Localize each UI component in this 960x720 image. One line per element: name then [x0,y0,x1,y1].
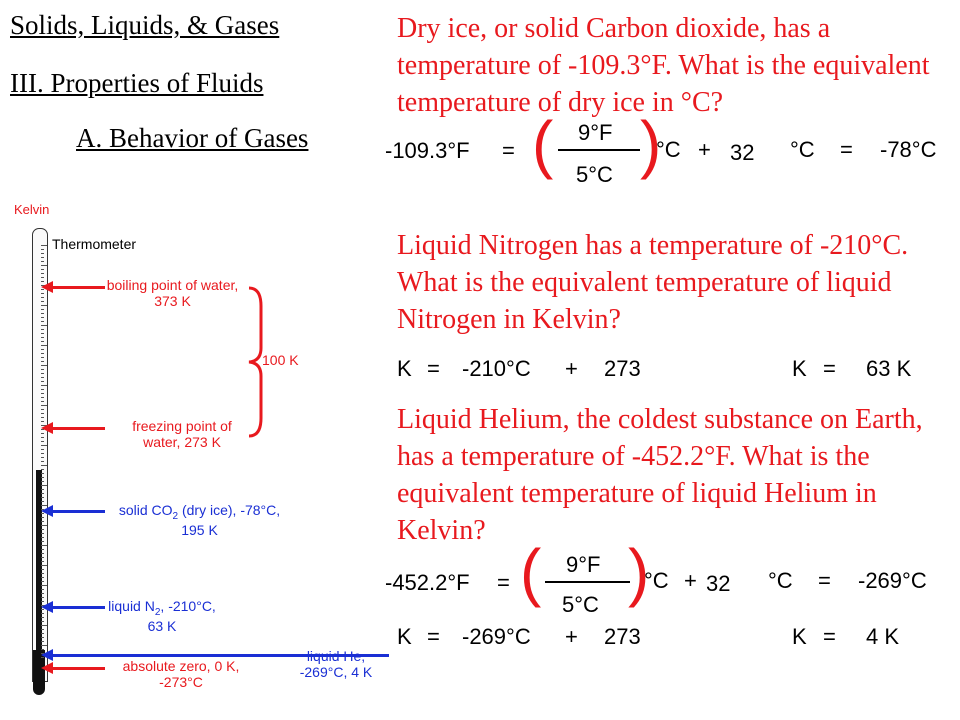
unit-heading: III. Properties of Fluids [10,68,264,98]
scale-tick [41,305,47,306]
scale-tick [41,321,44,322]
scale-tick [41,533,44,534]
scale-tick [41,377,44,378]
scale-tick [41,621,44,622]
scale-tick [41,589,44,590]
scale-tick [41,457,44,458]
scale-tick [41,417,44,418]
scale-tick [41,633,44,634]
scale-tick [41,521,44,522]
p2-value: -210°C [462,356,531,381]
p3-fraction-bar [545,581,630,583]
p1-numerator: 9°F [578,120,613,145]
range-label: 100 K [262,352,299,368]
n2-text: liquid N [108,598,155,614]
scale-tick [41,453,44,454]
p2-add: 273 [604,356,641,381]
scale-tick [41,385,47,386]
freezing-label: freezing point of water, 273 K [132,418,232,450]
scale-tick [41,525,47,526]
p1-denominator: 5°C [576,162,613,187]
p1-unit-c: °C [656,137,681,162]
p2-equals: = [427,356,440,381]
scale-tick [41,405,47,406]
p3-result2: 4 K [866,624,900,649]
scale-tick [41,413,44,414]
p3-plus2: + [565,624,578,649]
scale-tick [41,577,44,578]
freezing-arrow [51,427,105,430]
scale-tick [41,445,47,446]
scale-tick [41,541,44,542]
scale-tick [41,317,44,318]
problem2-text: Liquid Nitrogen has a temperature of -210°C. What is the equivalent temperature of liquid Nitrogen in Kelvin? [397,230,909,335]
p3-plus: + [684,568,697,593]
problem1-text: Dry ice, or solid Carbon dioxide, has a temperature of -109.3°F. What is the equivalent temperature of dry ice in °C? [397,13,930,118]
scale-tick [41,593,44,594]
p3-left-paren: ( [520,536,542,608]
scale-tick [41,645,47,646]
scale-tick [41,617,44,618]
scale-tick [41,597,44,598]
boiling-label: boiling point of water, 373 K [106,277,239,309]
scale-tick [41,625,47,626]
scale-tick [41,277,44,278]
p1-equals: = [502,138,515,163]
p3-value: -269°C [462,624,531,649]
slide-title: Solids, Liquids, & Gases [10,10,280,40]
p1-result: -78°C [880,137,937,162]
p2-equals2: = [823,356,836,381]
p1-left-paren: ( [532,108,554,180]
scale-tick [41,409,44,410]
scale-tick [41,269,44,270]
scale-tick [41,301,44,302]
p1-add: 32 [730,140,755,165]
scale-tick [41,565,47,566]
p2-result: 63 K [866,356,912,381]
scale-tick [41,265,47,266]
scale-tick [41,325,47,326]
kelvin-label: Kelvin [14,202,50,217]
co2-text: solid CO [118,502,173,518]
scale-tick [41,329,44,330]
scale-tick [41,293,44,294]
scale-tick [41,585,47,586]
scale-tick [41,261,44,262]
scale-tick [41,361,44,362]
scale-tick [41,249,44,250]
p3-result-unit: °C [768,568,793,593]
co2-arrow [51,510,105,513]
scale-tick [41,369,44,370]
p1-lhs: -109.3°F [385,138,470,163]
p3-equals4: = [823,624,836,649]
n2-arrow [51,606,105,609]
n2-text-rest: , -210°C, 63 K [147,598,216,634]
p3-denominator: 5°C [562,592,599,617]
p3-equals3: = [427,624,440,649]
scale-tick [41,537,44,538]
scale-tick [41,245,47,246]
p1-right-paren: ) [640,108,662,180]
p3-add2: 273 [604,624,641,649]
scale-tick [41,365,47,366]
p1-equals2: = [840,137,853,162]
scale-tick [41,489,44,490]
scale-tick [41,469,44,470]
scale-tick [41,493,44,494]
section-heading: A. Behavior of Gases [76,123,309,153]
he-label: liquid He, -269°C, 4 K [299,648,373,680]
scale-tick [41,309,44,310]
p3-unit-c: °C [644,568,669,593]
p2-k: K [397,356,412,381]
scale-tick [41,273,44,274]
p3-k: K [397,624,412,649]
scale-tick [41,449,44,450]
scale-tick [41,641,44,642]
p1-fraction-bar [558,149,640,151]
p3-equals: = [497,570,510,595]
scale-tick [41,473,44,474]
scale-tick [41,465,47,466]
scale-tick [41,441,44,442]
scale-tick [41,529,44,530]
scale-tick [41,613,44,614]
scale-tick [41,333,44,334]
scale-tick [41,345,47,346]
co2-label [112,502,287,538]
scale-tick [41,501,44,502]
co2-text-rest: (dry ice), -78°C, 195 K [178,502,281,538]
p1-plus: + [698,137,711,162]
scale-tick [41,545,47,546]
problem3-text: Liquid Helium, the coldest substance on Earth, has a temperature of -452.2°F. What is the equivalent temperature of liquid Helium in Kelvin? [397,404,923,546]
p2-k2: K [792,356,807,381]
scale-tick [41,573,44,574]
scale-tick [41,569,44,570]
scale-tick [41,557,44,558]
scale-tick [41,481,44,482]
scale-tick [41,461,44,462]
p1-result-unit: °C [790,137,815,162]
scale-tick [41,357,44,358]
boiling-arrow [51,286,105,289]
scale-tick [41,549,44,550]
scale-tick [41,437,44,438]
p3-result: -269°C [858,568,927,593]
scale-tick [41,581,44,582]
scale-tick [41,253,44,254]
scale-tick [41,337,44,338]
scale-tick [41,637,44,638]
scale-tick [41,389,44,390]
scale-tick [41,257,44,258]
scale-tick [41,341,44,342]
p3-k2: K [792,624,807,649]
n2-subscript: 2 [154,606,161,618]
scale-tick [41,401,44,402]
scale-tick [41,313,44,314]
p3-right-paren: ) [628,536,650,608]
scale-tick [41,517,44,518]
co2-subscript: 2 [172,510,179,522]
scale-tick [41,349,44,350]
scale-tick [41,561,44,562]
scale-tick [41,373,44,374]
abszero-label: absolute zero, 0 K, -273°C [112,658,250,690]
scale-tick [41,397,44,398]
p2-plus: + [565,356,578,381]
n2-label [104,598,220,634]
p3-numerator: 9°F [566,552,601,577]
scale-tick [41,553,44,554]
scale-tick [41,497,44,498]
p3-equals2: = [818,568,831,593]
p3-lhs: -452.2°F [385,570,470,595]
scale-tick [41,297,44,298]
thermometer-title: Thermometer [52,236,137,252]
scale-tick [41,485,47,486]
abszero-arrow [51,667,105,670]
scale-tick [41,381,44,382]
scale-tick [41,629,44,630]
scale-tick [41,393,44,394]
p3-add: 32 [706,571,731,596]
scale-tick [41,477,44,478]
scale-tick [41,353,44,354]
